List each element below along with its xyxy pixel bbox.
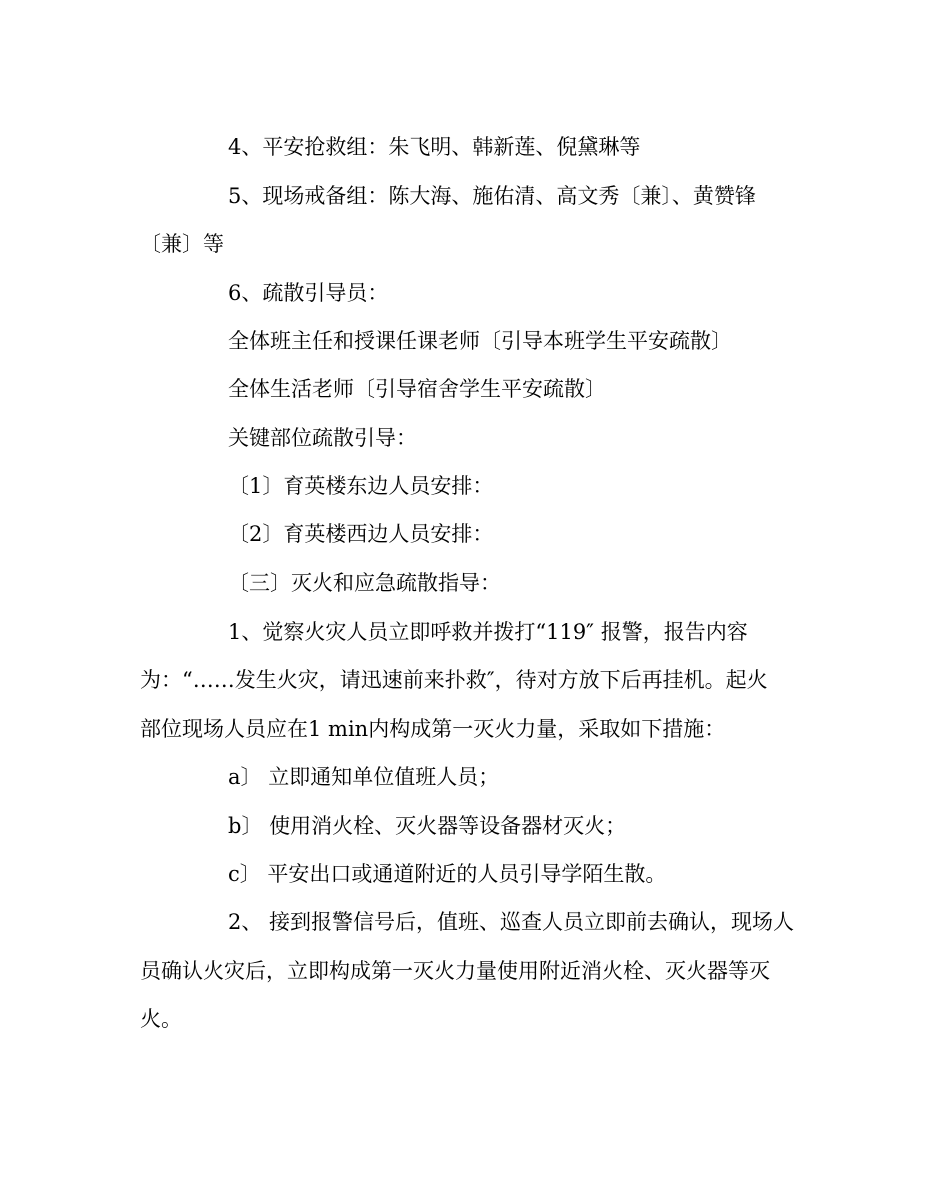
text-line-key-locations: 关键部位疏散引导： (228, 426, 417, 450)
text-line-fire-end: 火。 (140, 1007, 182, 1031)
text-line-first-force: 部位现场人员应在1 min内构成第一灭火力量，采取如下措施： (140, 717, 726, 741)
text-line-discover-fire: 1、觉察火灾人员立即呼救并拨打“119″ 报警，报告内容 (228, 620, 748, 644)
list-item-a: a〕 立即通知单位值班人员； (228, 765, 500, 789)
text-line-evacuation-guides: 6、疏散引导员： (228, 281, 389, 305)
text-line-teachers: 全体班主任和授课任课老师〔引导本班学生平安疏散〕 (228, 329, 732, 353)
text-line-east-building: 〔1〕育英楼东边人员安排： (228, 474, 494, 498)
section-heading-fire-evacuation: 〔三〕灭火和应急疏散指导： (228, 571, 501, 595)
text-line-life-teachers: 全体生活老师〔引导宿舍学生平安疏散〕 (228, 377, 606, 401)
text-line-west-building: 〔2〕育英楼西边人员安排： (228, 522, 494, 546)
text-line-report-content: 为：“……发生火灾，请迅速前来扑救″，待对方放下后再挂机。起火 (140, 668, 768, 692)
list-item-c: c〕 平安出口或通道附近的人员引导学陌生散。 (228, 862, 667, 886)
text-line-guard-group: 5、现场戒备组：陈大海、施佑清、高文秀〔兼〕、黄赞锋 (228, 184, 756, 208)
text-line-rescue-group: 4、平安抢救组：朱飞明、韩新莲、倪黛琳等 (228, 135, 641, 159)
text-line-guard-group-cont: 〔兼〕等 (140, 232, 224, 256)
text-line-confirm-fire: 员确认火灾后，立即构成第一灭火力量使用附近消火栓、灭火器等灭 (140, 959, 770, 983)
text-line-alarm-received: 2、 接到报警信号后，值班、巡查人员立即前去确认，现场人 (228, 910, 795, 934)
list-item-b: b〕 使用消火栓、灭火器等设备器材灭火； (228, 814, 627, 838)
